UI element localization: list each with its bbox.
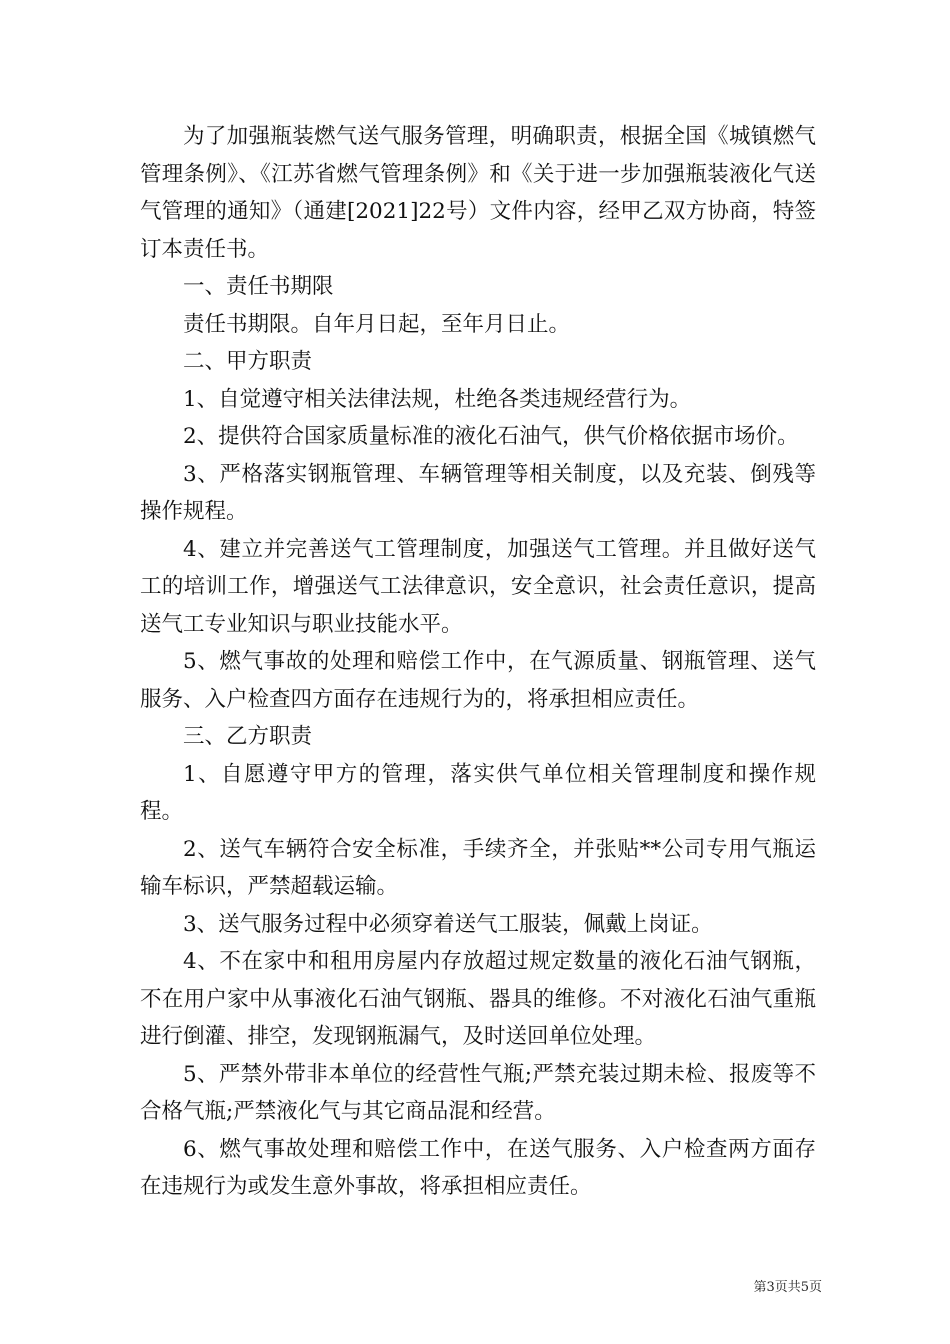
party-b-item-6: 6、燃气事故处理和赔偿工作中，在送气服务、入户检查两方面存在违规行为或发生意外事故，将承担相应责任。 [140,1136,816,1199]
document-body [140,118,816,1206]
party-b-item-1: 1、自愿遵守甲方的管理，落实供气单位相关管理制度和操作规程。 [140,761,816,824]
intro-paragraph: 为了加强瓶装燃气送气服务管理，明确职责，根据全国《城镇燃气管理条例》、《江苏省燃气管理条例》和《关于进一步加强瓶装液化气送气管理的通知》（通建[2021]22号）文件内容，经甲乙双方协商，特签订本责任书。 [140,124,816,262]
section-heading-party-b: 三、乙方职责 [183,724,313,749]
party-b-item-3: 3、送气服务过程中必须穿着送气工服装，佩戴上岗证。 [183,911,713,937]
party-b-item-4: 4、不在家中和租用房屋内存放超过规定数量的液化石油气钢瓶，不在用户家中从事液化石油气钢瓶、器具的维修。不对液化石油气重瓶进行倒灌、排空，发现钢瓶漏气，及时送回单位处理。 [140,949,816,1049]
party-b-item-5: 5、严禁外带非本单位的经营性气瓶;严禁充装过期未检、报废等不合格气瓶;严禁液化气与其它商品混和经营。 [140,1061,816,1124]
party-a-item-1: 1、自觉遵守相关法律法规，杜绝各类违规经营行为。 [183,386,692,412]
section-heading-party-a: 二、甲方职责 [183,349,313,374]
party-b-item-2: 2、送气车辆符合安全标准，手续齐全，并张贴**公司专用气瓶运输车标识，严禁超载运输。 [140,836,816,899]
page-number: 第3页共5页 [753,1280,822,1295]
section-heading-term: 一、责任书期限 [183,274,334,299]
party-a-item-5: 5、燃气事故的处理和赔偿工作中，在气源质量、钢瓶管理、送气服务、入户检查四方面存在违规行为的，将承担相应责任。 [140,649,816,712]
party-a-item-3: 3、严格落实钢瓶管理、车辆管理等相关制度，以及充装、倒残等操作规程。 [140,461,816,524]
term-paragraph: 责任书期限。自年月日起，至年月日止。 [183,311,571,337]
party-a-item-2: 2、提供符合国家质量标准的液化石油气，供气价格依据市场价。 [183,424,799,449]
party-a-item-4: 4、建立并完善送气工管理制度，加强送气工管理。并且做好送气工的培训工作，增强送气工法律意识，安全意识，社会责任意识，提高送气工专业知识与职业技能水平。 [140,536,816,637]
